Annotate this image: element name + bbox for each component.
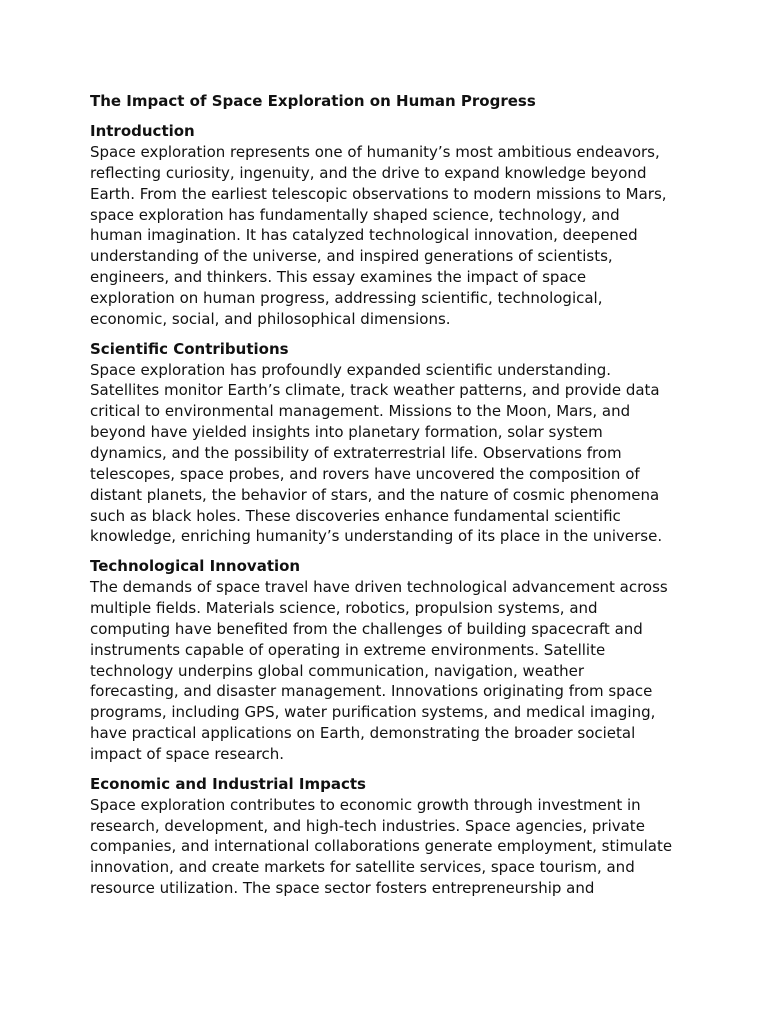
section-scientific-contributions [90, 339, 690, 548]
paragraph-line: Space exploration contributes to economic growth through investment in [90, 795, 641, 814]
paragraph-line: forecasting, and disaster management. Innovations originating from space [90, 682, 653, 701]
paragraph-line: dynamics, and the possibility of extraterrestrial life. Observations from [90, 443, 622, 462]
paragraph-line: economic, social, and philosophical dimensions. [90, 309, 451, 328]
paragraph-line: knowledge, enriching humanity’s understanding of its place in the universe. [90, 527, 663, 546]
paragraph-line: companies, and international collaborations generate employment, stimulate [90, 837, 673, 856]
paragraph-line: Earth. From the earliest telescopic observations to modern missions to Mars, [90, 184, 667, 203]
section-paragraph [90, 795, 690, 899]
paragraph-line: resource utilization. The space sector fosters entrepreneurship and [90, 879, 595, 898]
paragraph-line: human imagination. It has catalyzed technological innovation, deepened [90, 226, 638, 245]
paragraph-line: engineers, and thinkers. This essay examines the impact of space [90, 268, 587, 287]
paragraph-line: critical to environmental management. Missions to the Moon, Mars, and [90, 402, 631, 421]
paragraph-line: multiple fields. Materials science, robotics, propulsion systems, and [90, 599, 598, 618]
section-heading: Scientific Contributions [90, 339, 289, 358]
paragraph-line: technology underpins global communication, navigation, weather [90, 661, 585, 680]
paragraph-line: programs, including GPS, water purification systems, and medical imaging, [90, 703, 656, 722]
section-heading: Technological Innovation [90, 557, 301, 576]
paragraph-line: have practical applications on Earth, demonstrating the broader societal [90, 724, 636, 743]
paragraph-line: innovation, and create markets for satellite services, space tourism, and [90, 858, 635, 877]
paragraph-line: telescopes, space probes, and rovers have uncovered the composition of [90, 464, 640, 483]
paragraph-line: exploration on human progress, addressing scientific, technological, [90, 288, 603, 307]
section-paragraph [90, 360, 690, 548]
paragraph-line: space exploration has fundamentally shaped science, technology, and [90, 205, 620, 224]
section-introduction [90, 121, 690, 330]
paragraph-line: research, development, and high-tech industries. Space agencies, private [90, 816, 645, 835]
paragraph-line: understanding of the universe, and inspired generations of scientists, [90, 247, 613, 266]
paragraph-line: instruments capable of operating in extreme environments. Satellite [90, 640, 606, 659]
paragraph-line: Space exploration represents one of humanity’s most ambitious endeavors, [90, 143, 660, 161]
paragraph-line: computing have benefited from the challenges of building spacecraft and [90, 619, 643, 638]
paragraph-line: distant planets, the behavior of stars, and the nature of cosmic phenomena [90, 485, 660, 504]
section-paragraph [90, 142, 690, 330]
paragraph-line: Satellites monitor Earth’s climate, track weather patterns, and provide data [90, 381, 660, 400]
section-technological-innovation [90, 556, 690, 765]
document-title: The Impact of Space Exploration on Human Progress [90, 92, 536, 110]
paragraph-line: Space exploration has profoundly expanded scientific understanding. [90, 360, 612, 379]
paragraph-line: beyond have yielded insights into planetary formation, solar system [90, 423, 603, 442]
paragraph-line: reflecting curiosity, ingenuity, and the drive to expand knowledge beyond [90, 163, 647, 182]
section-heading: Economic and Industrial Impacts [90, 774, 366, 793]
section-paragraph [90, 577, 690, 765]
paragraph-line: The demands of space travel have driven technological advancement across [90, 578, 668, 597]
section-heading: Introduction [90, 122, 195, 140]
document-page [90, 91, 690, 899]
paragraph-line: impact of space research. [90, 744, 285, 763]
section-economic-industrial-impacts [90, 774, 690, 899]
paragraph-line: such as black holes. These discoveries enhance fundamental scientific [90, 506, 621, 525]
